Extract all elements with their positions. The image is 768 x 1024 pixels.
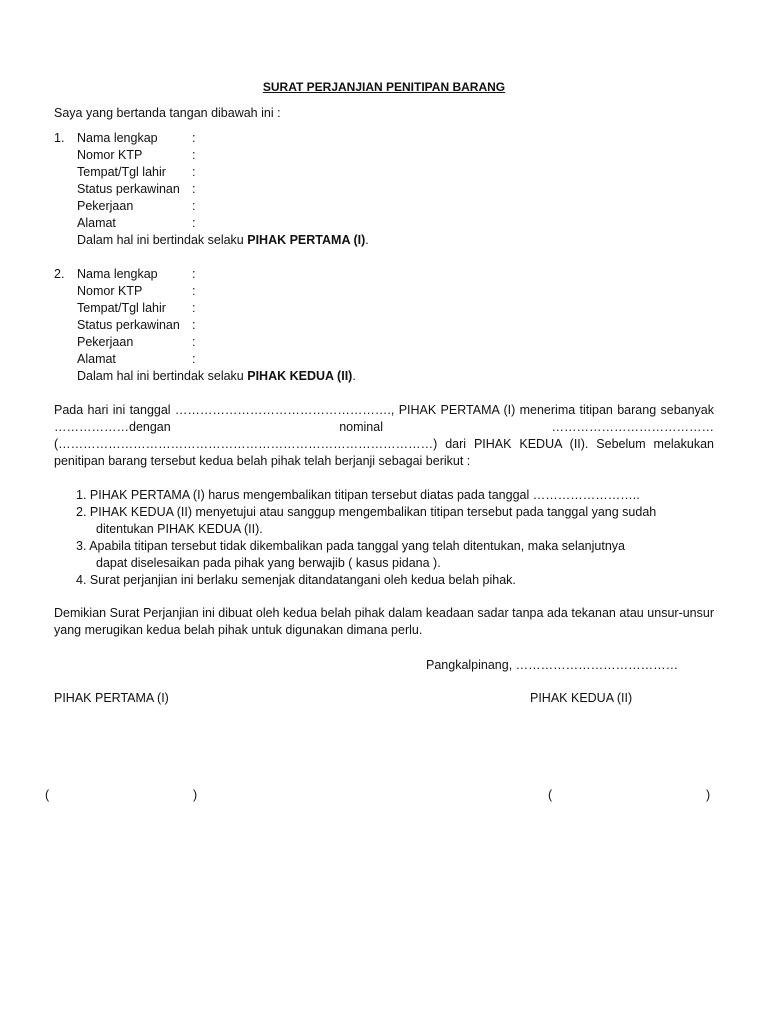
field-label: Tempat/Tgl lahir — [77, 165, 166, 179]
field-label: Alamat — [77, 216, 116, 230]
field-colon: : — [192, 165, 196, 179]
role-suffix: . — [352, 369, 356, 383]
field-colon: : — [192, 267, 196, 281]
field-row — [77, 147, 677, 164]
party-one-role-line — [77, 232, 677, 249]
field-label: Nama lengkap — [77, 131, 158, 145]
clause-text: 1. PIHAK PERTAMA (I) harus mengembalikan titipan tersebut diatas pada tanggal …………………….. — [76, 488, 640, 502]
closing-paragraph: Demikian Surat Perjanjian ini dibuat oleh kedua belah pihak dalam keadaan sadar tanpa ada tekanan atau unsur-unsur yang merugikan kedua belah pihak untuk digunakan dimana perlu. — [54, 606, 714, 637]
field-label: Nama lengkap — [77, 267, 158, 281]
intro-line: Saya yang bertanda tangan dibawah ini : — [54, 106, 281, 120]
role-prefix: Dalam hal ini bertindak selaku — [77, 233, 248, 247]
field-colon: : — [192, 216, 196, 230]
clause-item — [76, 504, 716, 538]
field-label: Tempat/Tgl lahir — [77, 301, 166, 315]
field-label: Pekerjaan — [77, 335, 134, 349]
field-row — [77, 130, 677, 147]
field-colon: : — [192, 199, 196, 213]
field-label: Nomor KTP — [77, 284, 143, 298]
field-row — [77, 181, 677, 198]
agreement-paragraph: Pada hari ini tanggal ……………………………………………., PIHAK PERTAMA (I) menerima titipan barang sebanyak ………………dengan nominal ………………………………… (………………………………………………………………………………) dari PIHAK KEDUA (II). Sebelum melakukan penitipan barang tersebut kedua belah pihak telah berjanji sebagai berikut : — [54, 403, 714, 468]
field-row — [77, 334, 677, 351]
field-row — [77, 283, 677, 300]
clause-item — [76, 572, 716, 589]
signature-close-paren-left: ) — [193, 788, 198, 802]
signature-label-party-two: PIHAK KEDUA (II) — [530, 691, 633, 705]
role-suffix: . — [365, 233, 369, 247]
place-date-line: Pangkalpinang, ………………………………… — [426, 658, 679, 672]
field-row — [77, 300, 677, 317]
clause-text: 4. Surat perjanjian ini berlaku semenjak ditandatangani oleh kedua belah pihak. — [76, 573, 516, 587]
role-name: PIHAK PERTAMA (I) — [247, 233, 366, 247]
signature-open-paren-right: ( — [548, 788, 553, 802]
party-two-role-line — [77, 368, 677, 385]
field-row — [77, 351, 677, 368]
clause-continuation: dapat diselesaikan pada pihak yang berwajib ( kasus pidana ). — [96, 556, 441, 570]
party-one-number: 1. — [54, 131, 65, 145]
clause-text: 2. PIHAK KEDUA (II) menyetujui atau sanggup mengembalikan titipan tersebut pada tanggal yang sudah — [76, 505, 657, 519]
field-colon: : — [192, 182, 196, 196]
field-colon: : — [192, 352, 196, 366]
field-colon: : — [192, 301, 196, 315]
field-colon: : — [192, 335, 196, 349]
field-colon: : — [192, 284, 196, 298]
field-colon: : — [192, 318, 196, 332]
field-label: Status perkawinan — [77, 182, 180, 196]
field-row — [77, 215, 677, 232]
role-name: PIHAK KEDUA (II) — [247, 369, 353, 383]
field-colon: : — [192, 131, 196, 145]
clause-item — [76, 538, 716, 572]
clause-text: 3. Apabila titipan tersebut tidak dikembalikan pada tanggal yang telah ditentukan, maka selanjutnya — [76, 539, 625, 553]
document-title: SURAT PERJANJIAN PENITIPAN BARANG — [262, 80, 506, 94]
signature-open-paren-left: ( — [45, 788, 50, 802]
clause-item — [76, 487, 716, 504]
field-label: Status perkawinan — [77, 318, 180, 332]
field-label: Alamat — [77, 352, 116, 366]
field-row — [77, 317, 677, 334]
field-label: Pekerjaan — [77, 199, 134, 213]
field-row — [77, 198, 677, 215]
clause-list — [76, 487, 716, 589]
field-row — [77, 266, 677, 283]
field-label: Nomor KTP — [77, 148, 143, 162]
clause-continuation: ditentukan PIHAK KEDUA (II). — [96, 522, 263, 536]
signature-close-paren-right: ) — [706, 788, 711, 802]
role-prefix: Dalam hal ini bertindak selaku — [77, 369, 248, 383]
field-colon: : — [192, 148, 196, 162]
party-two-number: 2. — [54, 267, 65, 281]
signature-label-party-one: PIHAK PERTAMA (I) — [54, 691, 169, 705]
field-row — [77, 164, 677, 181]
